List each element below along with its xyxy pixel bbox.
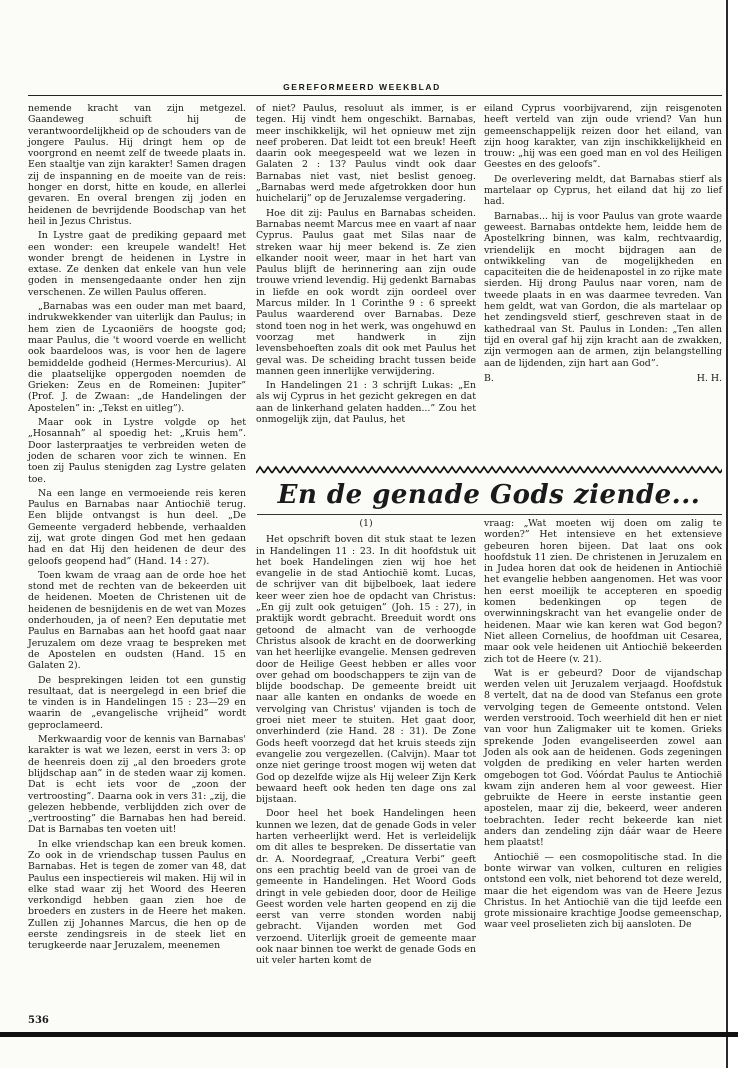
paragraph: Barnabas... hij is voor Paulus van grote waarde geweest. Barnabas ontdekte hem, leidde hem de Apostelkring binnen, was kalm, rechtvaardig, vriendelijk en mocht bijdragen aan de ontwikkeling van de mogelijkheden en capaciteiten die de heidenapostel in zo rijke mate sierden. Hij drong Paulus naar voren, nam de tweede plaats in en was daarmee tevreden. Van hem geldt, wat van Gordon, die als martelaar op het zendingsveld stierf, geschreven staat in de kathedraal van St. Paulus in Londen: „Ten allen tijd en overal gaf hij zijn kracht aan de zwakken, zijn vermogen aan de armen, zijn belangstelling aan de lijdenden, zijn hart aan God”. xyxy=(484,210,722,369)
paragraph: „Barnabas was een ouder man met baard, indrukwekkender van uiterlijk dan Paulus; in hem zien de Lycaoniërs de hoogste god; maar Paulus, die 't woord voerde en wellicht ook baardeloos was, is voor hen de lagere bemiddelde godheid (Hermes-Mercurius). Al die plaatselijke oppergoden noemden de Grieken: Zeus en de Romeinen: Jupiter” (Prof. J. de Zwaan: „de Handelingen der Apostelen” in: „Tekst en uitleg”). xyxy=(28,301,246,414)
paragraph: Wat is er gebeurd? Door de vijandschap werden velen uit Jeruzalem verjaagd. Hoofdstuk 8 vertelt, dat na de dood van Stefanus een grote vervolging tegen de Gemeente ontstond. Velen werden verstrooid. Toch weerhield dit hen er niet van voor hun Zaligmaker uit te komen. Grieks sprekende Joden evangeliseerden zowel aan Joden als ook aan de heidenen. Gods zegeningen volgden de prediking en veler harten werden omgebogen tot God. Vóórdat Paulus te Antiochië kwam zijn anderen hem al voor geweest. Hier gebruikte de Heere in eerste instantie geen apostelen, maar zij die, bekeerd, weer anderen toebrachten. Ieder recht bekeerde kan niet anders dan zendeling zijn dáár waar de Heere hem plaatst! xyxy=(484,667,722,849)
paragraph: nemende kracht van zijn metgezel. Gaandeweg schuift hij de verantwoordelijkheid op de schouders van de jongere Paulus. Hij dringt hem op de voorgrond en neemt zelf de tweede plaats in. Een staaltje van zijn karakter! Samen dragen zij de inspanning en de moeite van de reis: honger en dorst, hitte en koude, en allerlei gevaren. En overal brengen zij joden en heidenen de bevrijdende Boodschap van het heil in Jezus Christus. xyxy=(28,103,246,227)
paragraph: eiland Cyprus voorbijvarend, zijn reisgenoten heeft verteld van zijn oude vriend? Van hun gemeenschappelijk reizen door het eiland, van zijn hoog karakter, van zijn inschikkelijkheid en trouw: „hij was een goed man en vol des Heiligen Geestes en des geloofs”. xyxy=(484,103,722,171)
paragraph: vraag: „Wat moeten wij doen om zalig te worden?” Het intensieve en het extensieve gebeuren horen bijeen. Dat laat ons ook hoofdstuk 11 zien. De christenen in Jeruzalem en in Judea horen dat ook de heidenen in Antiochië het evangelie hebben aangenomen. Het was voor hen eerst moeilijk te accepteren en spoedig komen bedenkingen op tegen de overwinningskracht van het evangelie onder de heidenen. Maar wie kan keren wat God begon? Niet alleen Cornelius, de hoofdman uit Cesarea, maar ook vele heidenen uit Antiochië bekeerden zich tot de Heere (v. 21). xyxy=(484,518,722,665)
paragraph: Door heel het boek Handelingen heen kunnen we lezen, dat de genade Gods in veler harten verheerlijkt werd. Het is verleidelijk om dit alles te bespreken. De dissertatie van dr. A. Noordegraaf, „Creatura Verbi” geeft ons een prachtig beeld van de groei van de gemeente in Handelingen. Het Woord Gods dringt in vele gebieden door, door de Heilige Geest worden vele harten geopend en zij die eerst van verre stonden worden nabij gebracht. Vijanden worden met God verzoend. Uiterlijk groeit de gemeente maar ook naar binnen toe werkt de genade Gods en uit veler harten komt de xyxy=(256,808,476,967)
paragraph: Het opschrift boven dit stuk staat te lezen in Handelingen 11 : 23. In dit hoofdstuk uit het boek Handelingen zien wij hoe het evangelie in de stad Antiochië komt. Lucas, de schrijver van dit bijbelboek, laat iedere keer weer zien hoe de opdacht van Christus: „En gij zult ook getuigen” (Joh. 15 : 27), in praktijk wordt gebracht. Breeduit wordt ons getoond de almacht van de verhoogde Christus alsook de kracht en de doorwerking van het heerlijke evangelie. Mensen gedreven door de Heilige Geest hebben er alles voor over gehad om boodschappers te zijn van de blijde boodschap. De gemeente breidt uit naar alle kanten en ondanks de woede en vervolging van Christus' vijanden is toch de groei niet meer te stuiten. Het gaat door, onverhinderd (zie Hand. 28 : 31). De Zone Gods heeft voorzegd dat het kruis steeds zijn evangelie zou vergezellen. (Calvijn). Maar tot onze niet geringe troost mogen wij weten dat God op dezelfde wijze als Hij weleer Zijn Kerk bewaard heeft ook heden ten dage ons zal bijstaan. xyxy=(256,534,476,806)
paragraph: In Handelingen 21 : 3 schrijft Lukas: „En als wij Cyprus in het gezicht gekregen en dat aan de linkerhand gelaten hadden...” Zou het onmogelijk zijn, dat Paulus, het xyxy=(256,380,476,426)
paragraph: Antiochië — een cosmopolitische stad. In die bonte wirwar van volken, culturen en religies ontstond een volk, niet behorend tot deze wereld, maar die het eigendom was van de Heere Jezus Christus. In het Antiochië van die tijd leefde een grote missionaire krachtige Joodse gemeenschap, waar veel proselieten zich bij aansloten. De xyxy=(484,851,722,931)
title-rule xyxy=(257,514,722,515)
decorative-border xyxy=(256,464,722,476)
paragraph: Maar ook in Lystre volgde op het „Hosannah” al spoedig het: „Kruis hem”. Door lasterpraatjes te verbreiden weten de joden de scharen voor zich te winnen. En toen zij Paulus stenigden zag Lystre gelaten toe. xyxy=(28,417,246,485)
paragraph: De besprekingen leiden tot een gunstig resultaat, dat is neergelegd in een brief die te vinden is in Handelingen 15 : 23—29 en waarin de „evangelische vrijheid” wordt geproclameerd. xyxy=(28,674,246,731)
running-header: GEREFORMEERD WEEKBLAD xyxy=(283,82,441,92)
paragraph: In elke vriendschap kan een breuk komen. Zo ook in de vriendschap tussen Paulus en Barnabas. Het is tegen de zomer van 48, dat Paulus een inspectiereis wil maken. Hij wil in elke stad waar zij het Woord des Heeren verkondigd hebben gaan zien hoe de broeders en zusters in de Heere het maken. Zullen zij Johannes Marcus, die hen op de eerste zendingsreis in de steek liet en terugkeerde naar Jeruzalem, meenemen xyxy=(28,838,246,952)
zigzag-ornament xyxy=(256,464,722,476)
header-rule xyxy=(28,95,722,96)
paragraph: In Lystre gaat de prediking gepaard met een wonder: een kreupele wandelt! Het wonder brengt de heidenen in Lystre in extase. Ze denken dat enkele van hun vele goden in mensengedaante onder hen zijn verschenen. Ze willen Paulus offeren. xyxy=(28,230,246,298)
footer-rule xyxy=(0,1032,738,1037)
article1-column-3 xyxy=(484,103,722,384)
article2-column-2 xyxy=(484,518,722,934)
paragraph: Toen kwam de vraag aan de orde hoe het stond met de rechten van de bekeerden uit de heidenen. Moeten de Christenen uit de heidenen de besnijdenis en de wet van Mozes onderhouden, ja of neen? Een deputatie met Paulus en Barnabas aan het hoofd gaat naar Jeruzalem om deze vraag te bespreken met de Apostelen en oudsten (Hand. 15 en Galaten 2). xyxy=(28,569,246,672)
paragraph: of niet? Paulus, resoluut als immer, is er tegen. Hij vindt hem ongeschikt. Barnabas, meer inschikkelijk, wil het opnieuw met zijn neef proberen. Dat leidt tot een breuk! Heeft daarin ook meegespeeld wat we lezen in Galaten 2 : 13? Paulus vindt ook daar Barnabas niet vast, niet beslist genoeg. „Barnabas werd mede afgetrokken door hun huichelarij” op de Jeruzalemse vergadering. xyxy=(256,103,476,205)
page-number: 536 xyxy=(28,1015,49,1026)
signature-author: H. H. xyxy=(696,372,722,384)
article1-column-2 xyxy=(256,103,476,428)
paragraph: Na een lange en vermoeiende reis keren Paulus en Barnabas naar Antiochië terug. Een blijde ontvangst is hun deel. „De Gemeente vergaderd hebbende, verhaalden zij, wat grote dingen God met hen gedaan had en dat Hij den heidenen de deur des geloofs geopend had” (Hand. 14 : 27). xyxy=(28,487,246,567)
article1-column-1 xyxy=(28,103,246,955)
paragraph: De overlevering meldt, dat Barnabas stierf als martelaar op Cyprus, het eiland dat hij zo lief had. xyxy=(484,173,722,208)
paragraph: Hoe dit zij: Paulus en Barnabas scheiden. Barnabas neemt Marcus mee en vaart af naar Cyprus. Paulus gaat met Silas naar de streken waar hij meer bekend is. Ze zien elkander nooit weer, maar in het hart van Paulus blijft de herinnering aan zijn oude trouwe vriend levendig. Hij gedenkt Barnabas in liefde en ook wordt zijn oordeel over Marcus milder. In 1 Corinthe 9 : 6 spreekt Paulus waarderend over Barnabas. Deze stond toen nog in het werk, was ongehuwd en voorzag met handwerk in zijn levensbehoeften zoals dit ook met Paulus het geval was. De scheiding bracht tussen beide mannen geen innerlijke verwijdering. xyxy=(256,207,476,377)
page-binding-line xyxy=(726,0,728,1068)
paragraph: Merkwaardig voor de kennis van Barnabas' karakter is wat we lezen, eerst in vers 3: op de heenreis doen zij „al den broeders grote blijdschap aan” in de steden waar zij komen. Dat is echt iets voor de „zoon der vertroosting”. Daarna ook in vers 31: „zij, die gelezen hebbende, verblijdden zich over de „vertroosting” die Barnabas hen had bereid. Dat is Barnabas ten voeten uit! xyxy=(28,734,246,836)
article2-column-1 xyxy=(256,518,476,970)
article-number: (1) xyxy=(359,518,373,529)
author-signature xyxy=(484,373,722,384)
article2-title: En de genade Gods ziende... xyxy=(277,480,701,510)
signature-initial: B. xyxy=(484,372,494,384)
